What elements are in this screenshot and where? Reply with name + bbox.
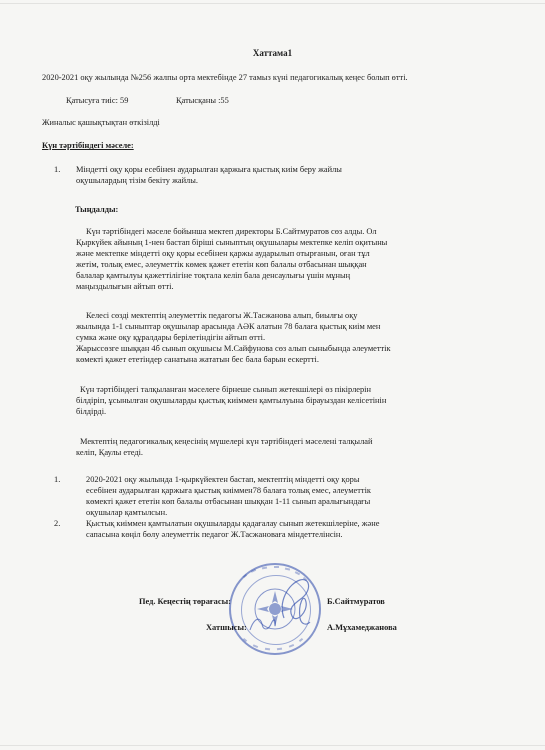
paragraph-line: және мектепке міндетті оқу қоры есебінен қаржы аударылып отырғанын, оған тұл xyxy=(76,249,370,258)
paragraph-line: маңыздылығын айтып өтті. xyxy=(76,282,174,291)
agenda-heading: Күн тәртібіндегі мәселе: xyxy=(42,141,134,150)
paragraph-line: Күн тәртібіндегі мәселе бойынша мектеп директоры Б.Сайтмуратов сөз алды. Ол xyxy=(86,227,377,236)
paragraph-line: жетім, толық емес, әлеуметтік көмек қажет ететін көп балалы отбасынан шыққан xyxy=(76,260,367,269)
paragraph-resolution-intro xyxy=(76,436,516,458)
decision-line: 2020-2021 оқу жылында 1-қыркүйектен бастап, мектептің міндетті оқу қоры xyxy=(86,475,360,484)
agenda-item-number: 1. xyxy=(54,165,61,174)
paragraph-director xyxy=(76,226,516,292)
agenda-item-line: Міндетті оқу қоры есебінен аударылған қаржыға қыстық киім беру жайлы xyxy=(76,165,342,174)
paragraph-line: білдірді. xyxy=(76,407,107,416)
paragraph-line: келіп, Қаулы етеді. xyxy=(76,448,144,457)
paragraph-line: білдіріп, ұсынылған оқушыларды қыстық киіммен қамтылуына бірауыздан келісетінін xyxy=(76,396,387,405)
attendance-present: Қатысқаны :55 xyxy=(176,96,229,105)
secretary-signature-icon xyxy=(248,612,278,636)
decision-line: есебінен аударылған қаржыға қыстық киіммен78 балаға толық емес, әлеуметтік xyxy=(86,486,371,495)
secretary-label: Хатшысы: xyxy=(206,623,247,632)
paragraph-line: көмекті қажет ететіндер санатына жататын бес бала барын ескертті. xyxy=(76,355,319,364)
decision-number: 1. xyxy=(54,475,61,484)
chair-label: Пед. Кеңестің төрағасы: xyxy=(139,597,231,606)
chair-name: Б.Сайтмуратов xyxy=(327,597,385,606)
agenda-item-line: оқушылардың тізім бекіту жайлы. xyxy=(76,176,198,185)
paragraph-line: Қыркүйек айының 1-нен бастап біріші сыныптың оқушылары мектепке келіп оқитыны xyxy=(76,238,388,247)
paragraph-line: Мектептің педагогикалық кеңесінің мүшелері күн тәртібіндегі мәселені талқылай xyxy=(80,437,373,446)
decision-number: 2. xyxy=(54,519,61,528)
decision-line: сапасына көңіл бөлу әлеуметтік педагог Ж.Тасжановаға міндеттелінсін. xyxy=(86,530,343,539)
scan-edge-top xyxy=(0,3,545,4)
paragraph-social-pedagogue xyxy=(76,310,516,365)
decision-line: көмекті қажет ететін көп балалы отбасынан шыққан 1-11 сынып аралығындағы xyxy=(86,497,371,506)
paragraph-line: жылында 1-1 сыныптар оқушылар арасында АӘК алатын 78 балаға қыстық киім мен xyxy=(76,322,381,331)
listened-heading: Тыңдалды: xyxy=(75,205,119,214)
paragraph-line: Келесі сөзді мектептің әлеуметтік педагогы Ж.Тасжанова алып, биылғы оқу xyxy=(86,311,358,320)
decision-line: оқушылар қамтылсын. xyxy=(86,508,168,517)
paragraph-line: сумка және оқу құралдары берілетіндігін айтып өтті. xyxy=(76,333,266,342)
intro-line: 2020-2021 оқу жылында №256 жалпы орта мектебінде 27 тамыз күні педагогикалық кеңес болып өтті. xyxy=(42,73,408,82)
paragraph-line: Күн тәртібіндегі талқыланған мәселеге бірнеше сынып жетекшілері өз пікірлерін xyxy=(80,385,371,394)
paragraph-line: Жарыссөзге шыққан 4б сынып оқушысы М.Сайфунова сөз алып сыныбында әлеуметтік xyxy=(76,344,391,353)
remote-note: Жиналыс қашықтықтан өткізілді xyxy=(42,118,160,127)
decision-line: Қыстық киіммен қамтылатын оқушыларды қадағалау сынып жетекшілеріне, және xyxy=(86,519,380,528)
agenda-item-text xyxy=(76,164,496,186)
decision-text xyxy=(86,518,506,540)
paragraph-line: балалар қамтылуы қажеттілігіне тоқтала келіп бала денсаулығы үшін мұның xyxy=(76,271,351,280)
secretary-name: А.Мұхамеджанова xyxy=(327,623,397,632)
scan-edge-bottom xyxy=(0,745,545,746)
decision-text xyxy=(86,474,506,518)
paragraph-discussion xyxy=(76,384,516,417)
attendance-required: Қатысуға тиіс: 59 xyxy=(66,96,129,105)
document-title: Хаттама1 xyxy=(252,48,293,58)
